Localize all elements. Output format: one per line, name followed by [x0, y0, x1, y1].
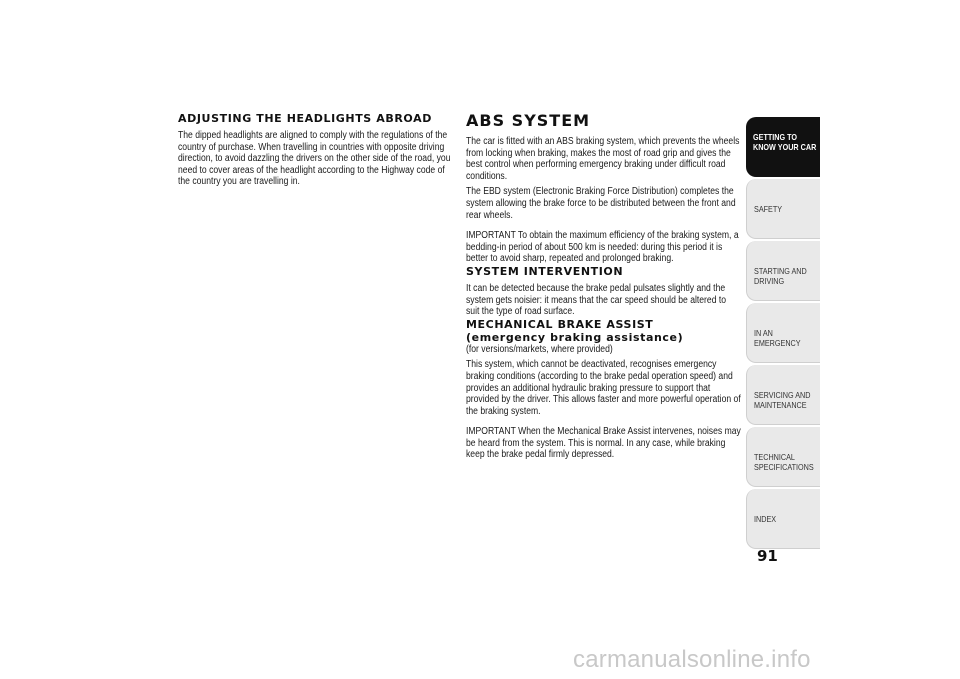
tab-starting-and-driving[interactable] [746, 241, 820, 301]
mechanical-brake-assist-paragraph: This system, which cannot be deactivated, recognises emergency braking conditions (according to the brake pedal operation speed) and provides an additional hydraulic braking pressure to support that provided by the driver. This allows faster and more powerful operation of the braking system. [466, 359, 741, 417]
tab-technical-specifications[interactable] [746, 427, 820, 487]
tab-getting-to-know-your-car[interactable] [746, 117, 820, 177]
system-intervention-paragraph: It can be detected because the brake pedal pulsates slightly and the system gets noisier: it means that the car speed should be altered to suit the type of road surface. [466, 282, 727, 318]
tab-label: GETTING TO KNOW YOUR CAR [753, 132, 817, 152]
tab-label: IN AN EMERGENCY [754, 328, 801, 348]
section-heading-headlights-abroad: ADJUSTING THE HEADLIGHTS ABROAD [178, 112, 432, 125]
abs-paragraph-important: IMPORTANT To obtain the maximum efficiency of the braking system, a bedding-in period of about 500 km is needed: during this period it is better to avoid sharp, repeated and prolonged braking. [466, 230, 739, 265]
chapter-tabs [746, 117, 820, 551]
tab-label: SAFETY [754, 204, 783, 214]
abs-paragraph-1: The car is fitted with an ABS braking system, which prevents the wheels from locking when braking, makes the most of road grip and gives the best control when performing emergency braking under difficult road conditions. [466, 136, 740, 182]
tab-label: TECHNICAL SPECIFICATIONS [754, 452, 814, 472]
abs-paragraph-ebd: The EBD system (Electronic Braking Force Distribution) completes the system allowing the brake force to be distributed between the front and rear wheels. [466, 186, 736, 221]
tab-label: STARTING AND DRIVING [754, 266, 807, 286]
abs-system-heading: ABS SYSTEM [466, 111, 591, 130]
headlights-paragraph: The dipped headlights are aligned to comply with the regulations of the country of purchase. When travelling in countries with opposite driving direction, to avoid dazzling the drivers on the other side of the road, you need to cover areas of the headlight according to the Highway code of the country you are travelling in. [178, 130, 451, 188]
tab-in-an-emergency[interactable] [746, 303, 820, 363]
tab-servicing-and-maintenance[interactable] [746, 365, 820, 425]
mechanical-brake-assist-heading-line1: MECHANICAL BRAKE ASSIST [466, 317, 654, 331]
page-number: 91 [757, 547, 778, 565]
tab-index[interactable] [746, 489, 820, 549]
versions-note: (for versions/markets, where provided) [466, 343, 613, 355]
tab-label: INDEX [754, 514, 777, 524]
right-column [466, 112, 742, 461]
tab-label: SERVICING AND MAINTENANCE [754, 390, 811, 410]
tab-safety[interactable] [746, 179, 820, 239]
mechanical-brake-assist-important: IMPORTANT When the Mechanical Brake Assist intervenes, noises may be heard from the system. This is normal. In any case, while braking keep the brake pedal firmly depressed. [466, 426, 741, 461]
mechanical-brake-assist-heading-line2: (emergency braking assistance) [466, 330, 684, 344]
system-intervention-heading: SYSTEM INTERVENTION [466, 264, 624, 278]
watermark: carmanualsonline.info [573, 646, 811, 673]
mechanical-brake-assist-heading [466, 318, 742, 344]
left-column [178, 112, 450, 188]
